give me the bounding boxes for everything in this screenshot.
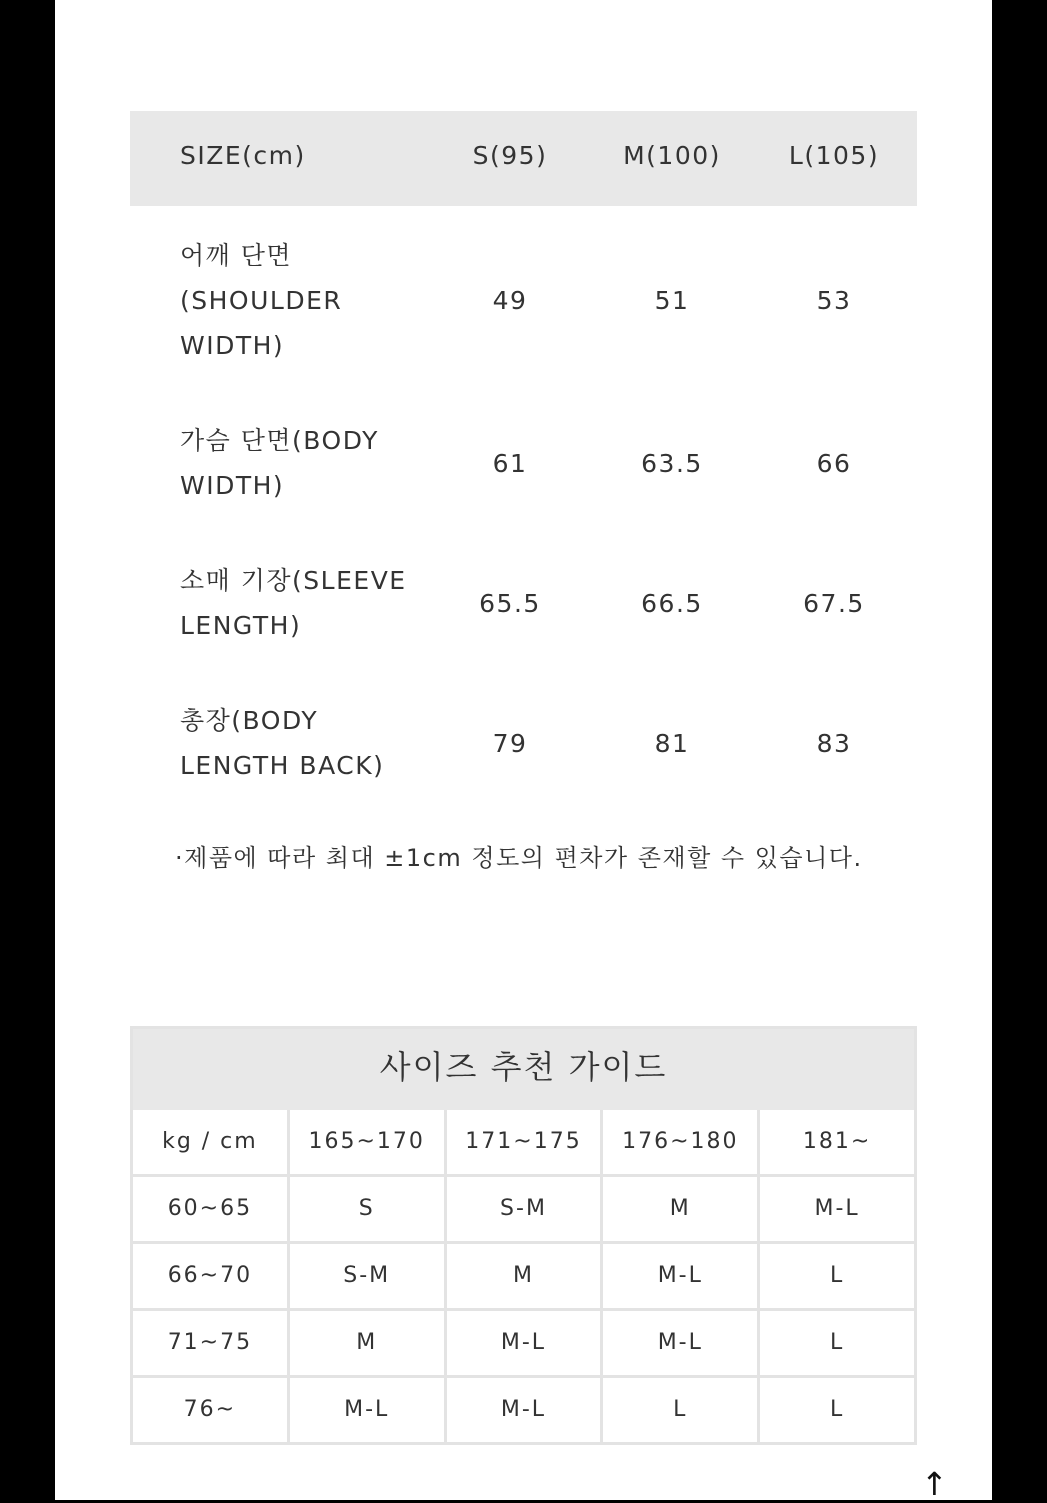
size-header-m: M(100): [623, 141, 721, 170]
label-line: 가슴 단면(BODY: [180, 426, 379, 455]
guide-size-cell: S: [290, 1177, 444, 1241]
size-table-header: [130, 111, 917, 206]
label-line: LENGTH): [180, 611, 302, 640]
label-line: 어깨 단면: [180, 241, 293, 270]
size-row-label: [180, 558, 430, 648]
size-value: 51: [654, 286, 690, 315]
guide-size-cell: M-L: [447, 1378, 601, 1442]
label-line: LENGTH BACK): [180, 751, 385, 780]
guide-size-cell: S-M: [447, 1177, 601, 1241]
label-line: WIDTH): [180, 331, 285, 360]
guide-size-cell: S-M: [290, 1244, 444, 1308]
guide-weight-cell: 60~65: [133, 1177, 287, 1241]
size-value: 83: [816, 729, 852, 758]
guide-weight-cell: 71~75: [133, 1311, 287, 1375]
guide-size-cell: M-L: [603, 1311, 757, 1375]
size-header-l: L(105): [788, 141, 880, 170]
guide-size-cell: M-L: [760, 1177, 914, 1241]
guide-weight-cell: 76~: [133, 1378, 287, 1442]
guide-size-cell: M: [290, 1311, 444, 1375]
guide-size-cell: M: [603, 1177, 757, 1241]
size-deviation-note: ·제품에 따라 최대 ±1cm 정도의 편차가 존재할 수 있습니다.: [175, 844, 863, 872]
size-value: 81: [654, 729, 690, 758]
page: [55, 0, 992, 1503]
guide-size-cell: L: [603, 1378, 757, 1442]
guide-size-cell: L: [760, 1244, 914, 1308]
guide-header-cell: 171~175: [447, 1110, 601, 1174]
size-row-label: [180, 698, 430, 788]
guide-size-cell: M: [447, 1244, 601, 1308]
size-value: 66: [816, 449, 852, 478]
size-header-label: SIZE(cm): [180, 141, 306, 170]
guide-weight-cell: 66~70: [133, 1244, 287, 1308]
size-row-label: [180, 233, 430, 368]
guide-title: 사이즈 추천 가이드: [133, 1029, 914, 1110]
size-row-label: [180, 418, 430, 508]
size-row-shoulder: [130, 233, 917, 368]
guide-grid: [133, 1110, 914, 1442]
guide-header-cell: 165~170: [290, 1110, 444, 1174]
size-value: 79: [492, 729, 528, 758]
size-row-sleeve-length: [130, 558, 917, 648]
guide-size-cell: M-L: [447, 1311, 601, 1375]
size-value: 61: [492, 449, 528, 478]
guide-header-cell: 176~180: [603, 1110, 757, 1174]
size-value: 65.5: [479, 589, 541, 618]
size-value: 67.5: [803, 589, 865, 618]
guide-size-cell: M-L: [290, 1378, 444, 1442]
size-value: 53: [816, 286, 852, 315]
size-header-s: S(95): [472, 141, 548, 170]
guide-size-cell: L: [760, 1311, 914, 1375]
label-line: 총장(BODY: [180, 706, 319, 735]
size-value: 66.5: [641, 589, 703, 618]
guide-header-cell: kg / cm: [133, 1110, 287, 1174]
size-recommendation-guide: [130, 1026, 917, 1445]
label-line: 소매 기장(SLEEVE: [180, 566, 407, 595]
size-value: 49: [492, 286, 528, 315]
label-line: WIDTH): [180, 471, 285, 500]
guide-size-cell: M-L: [603, 1244, 757, 1308]
arrow-up-icon[interactable]: ↑: [921, 1465, 948, 1503]
size-row-body-width: [130, 418, 917, 508]
size-value: 63.5: [641, 449, 703, 478]
guide-header-cell: 181~: [760, 1110, 914, 1174]
size-row-body-length: [130, 698, 917, 788]
label-line: (SHOULDER: [180, 286, 343, 315]
size-table: [130, 111, 917, 788]
guide-size-cell: L: [760, 1378, 914, 1442]
